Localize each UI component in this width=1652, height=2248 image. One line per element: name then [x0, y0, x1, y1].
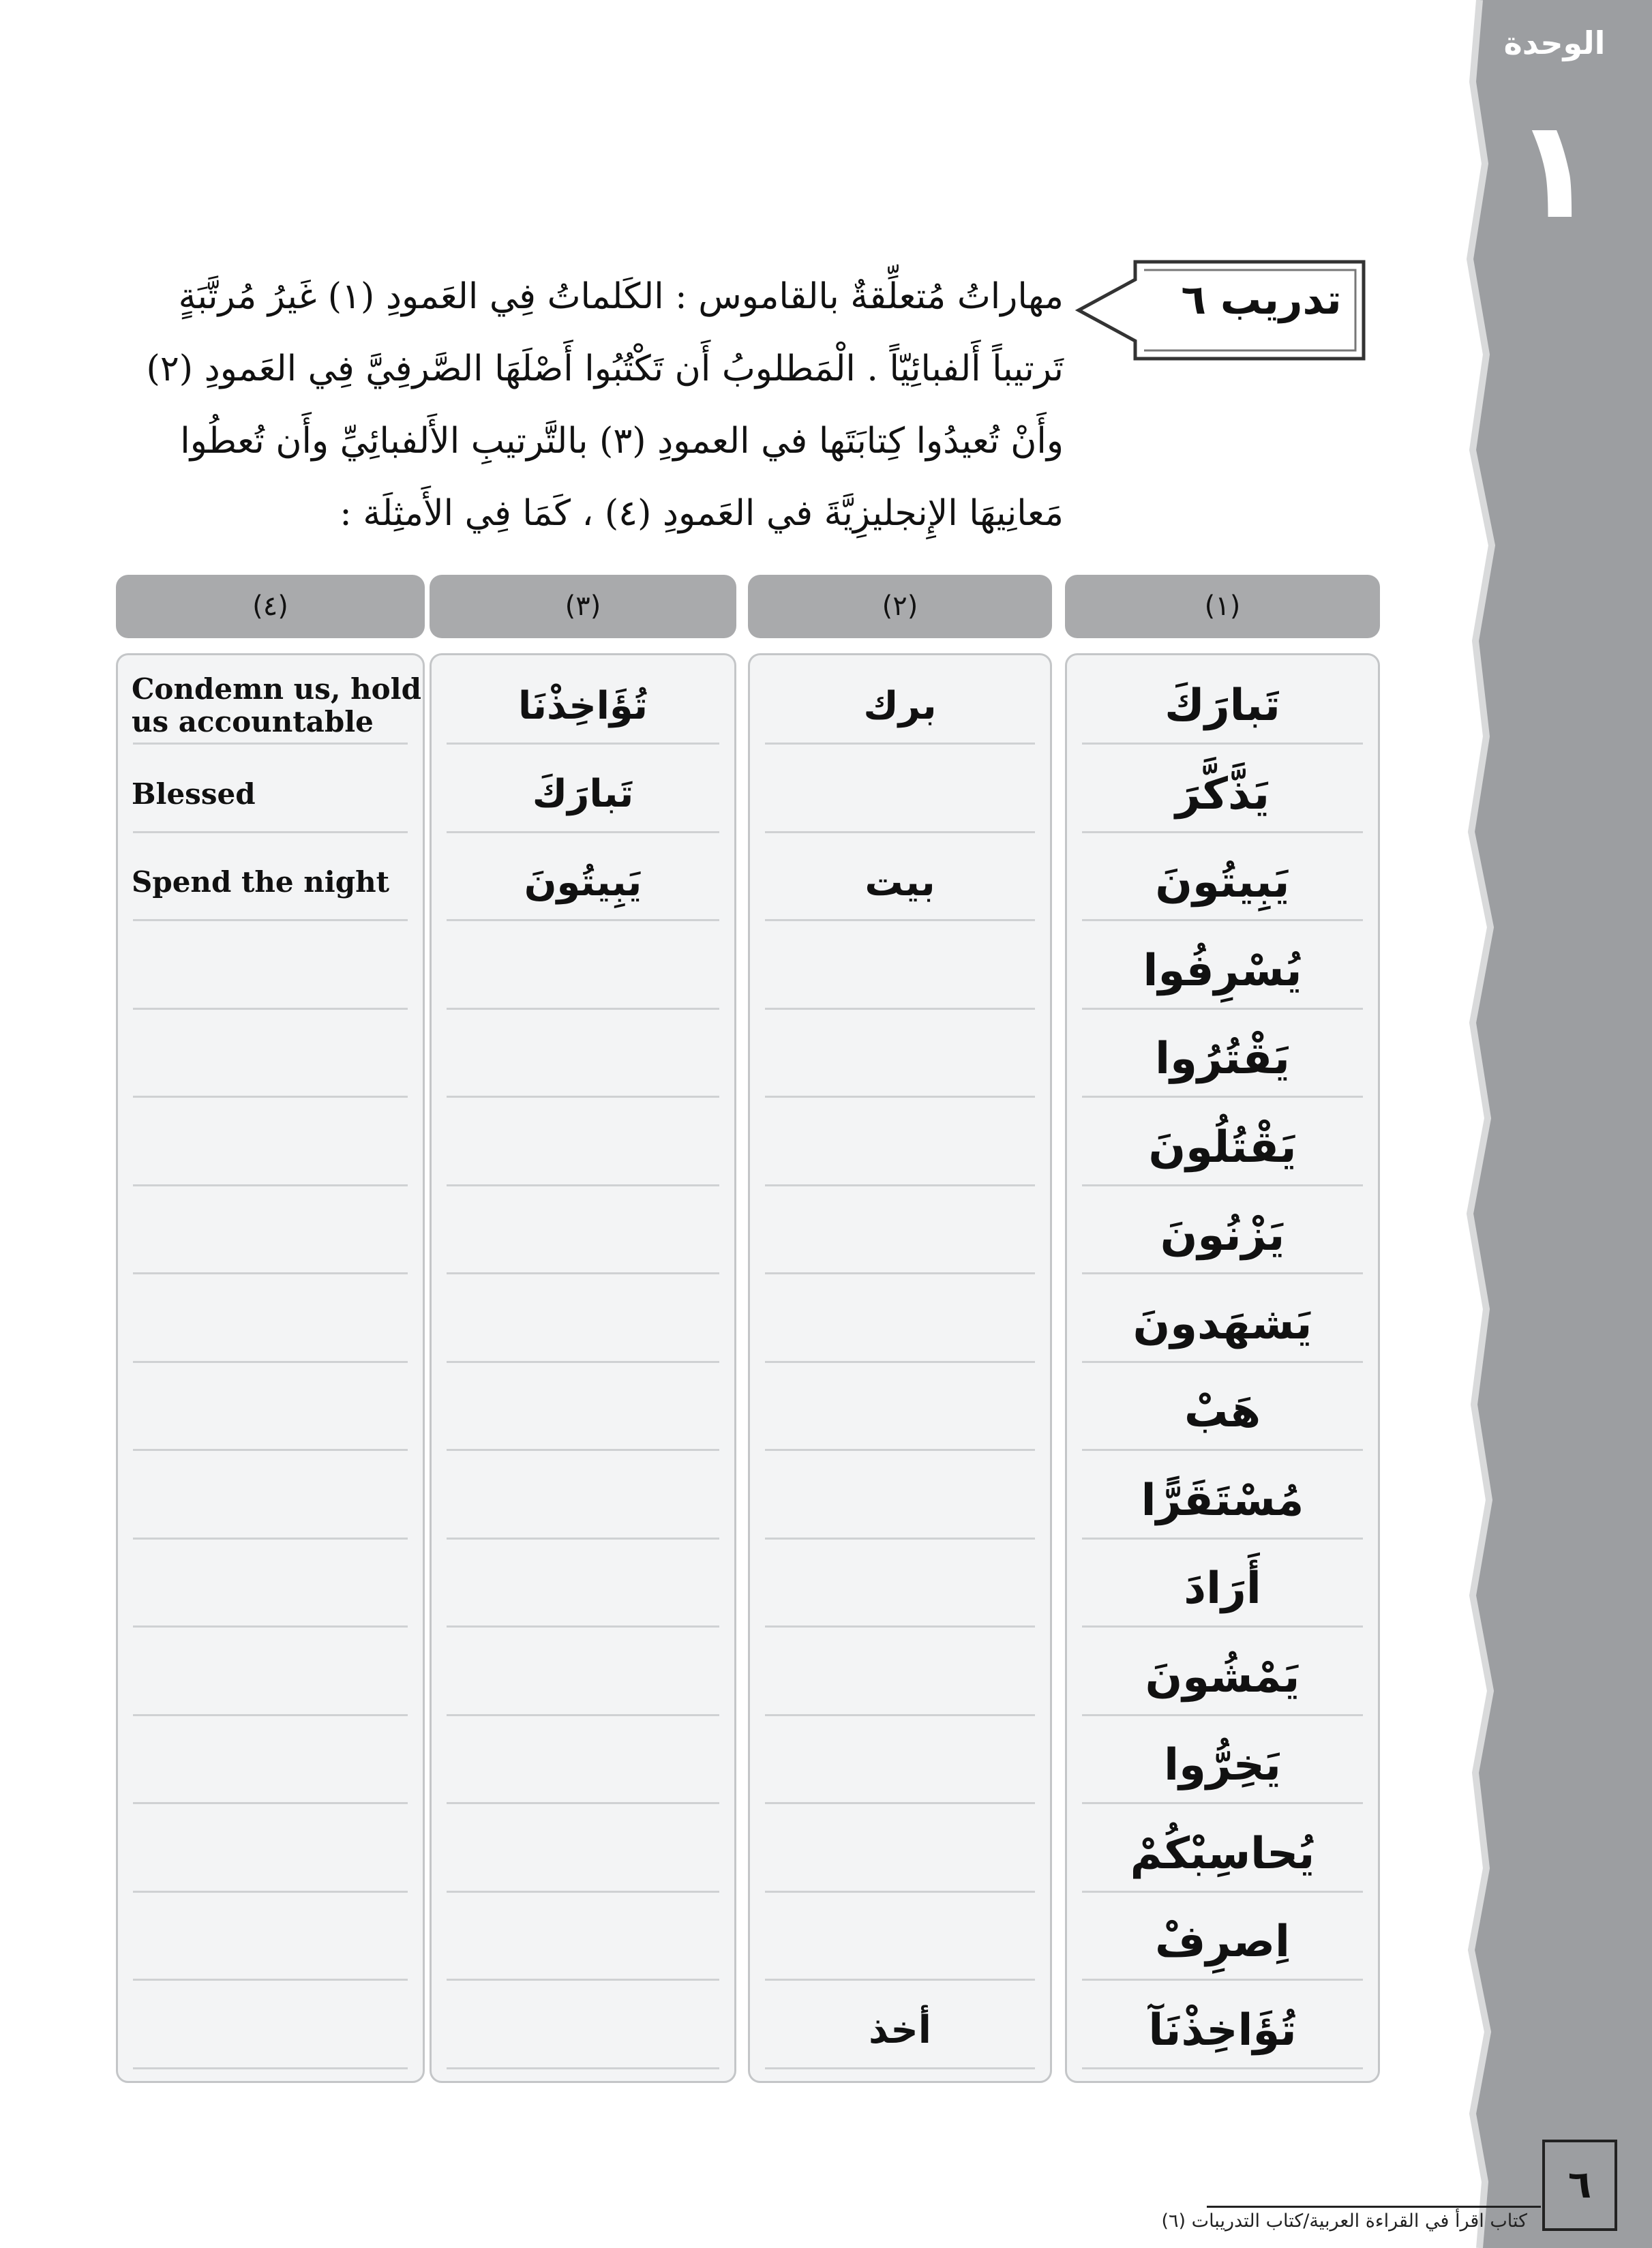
writing-line — [765, 1361, 1035, 1363]
writing-line — [133, 2067, 408, 2069]
writing-line — [133, 831, 408, 833]
writing-line — [765, 919, 1035, 921]
exercise-title: تدريب ٦ — [1181, 276, 1342, 324]
col3-cell: تُؤَاخِذْنَا — [517, 683, 648, 728]
col3-cell — [432, 1290, 734, 1358]
writing-line — [765, 743, 1035, 745]
unit-side-band — [1452, 0, 1652, 2248]
col1-cell: مُسْتَقَرًّا — [1141, 1475, 1304, 1526]
writing-line — [133, 1008, 408, 1010]
col2-cell: بيت — [865, 860, 935, 905]
col2-cell — [750, 1555, 1050, 1623]
writing-line — [447, 1449, 719, 1451]
writing-line — [765, 831, 1035, 833]
writing-line — [133, 1449, 408, 1451]
col1-cell: يَزْنُونَ — [1160, 1210, 1285, 1261]
col3-cell — [432, 1378, 734, 1446]
writing-line — [1082, 2067, 1363, 2069]
writing-line — [765, 1272, 1035, 1274]
col3-cell — [432, 1996, 734, 2065]
writing-line — [447, 1625, 719, 1628]
writing-line — [765, 1714, 1035, 1716]
writing-line — [765, 1096, 1035, 1098]
writing-line — [447, 1891, 719, 1893]
column-header-2: (٢) — [748, 575, 1052, 638]
column-header-3: (٣) — [430, 575, 736, 638]
col4-cell — [118, 1643, 423, 1711]
writing-line — [447, 2067, 719, 2069]
writing-line — [447, 743, 719, 745]
column-header-4: (٤) — [116, 575, 425, 638]
col3-cell — [432, 1555, 734, 1623]
col3-cell: تَبارَكَ — [532, 772, 634, 816]
instructions — [116, 260, 1064, 550]
col2-cell — [750, 1820, 1050, 1888]
col1-cell: يَخِرُّوا — [1164, 1740, 1281, 1790]
col4-cell — [118, 937, 423, 1005]
col2-cell — [750, 1643, 1050, 1711]
writing-line — [447, 1272, 719, 1274]
col1-cell: أَرَادَ — [1184, 1563, 1261, 1614]
writing-line — [447, 1008, 719, 1010]
writing-line — [1082, 831, 1363, 833]
writing-line — [133, 1714, 408, 1716]
footer-rule — [1207, 2206, 1541, 2208]
writing-line — [765, 1449, 1035, 1451]
col4-cell — [118, 1201, 423, 1270]
col1-cell: يُسْرِفُوا — [1143, 945, 1302, 996]
writing-line — [765, 1184, 1035, 1186]
col4-cell — [118, 1820, 423, 1888]
writing-line — [447, 1361, 719, 1363]
writing-line — [133, 743, 408, 745]
writing-line — [133, 1184, 408, 1186]
writing-line — [447, 1538, 719, 1540]
unit-number: ١ — [1512, 91, 1597, 250]
col3-cell: يَبِيتُونَ — [524, 860, 642, 905]
col1-cell: تَبارَكَ — [1165, 680, 1280, 731]
writing-line — [133, 1361, 408, 1363]
writing-line — [133, 1802, 408, 1804]
writing-line — [1082, 919, 1363, 921]
writing-line — [133, 1625, 408, 1628]
column-3-sorted — [430, 653, 736, 2083]
col1-cell: هَبْ — [1184, 1387, 1261, 1437]
col3-cell — [432, 1908, 734, 1976]
col1-cell: يَذَّكَّرَ — [1175, 768, 1270, 820]
instructions-line: تَرتيباً أَلفبائِيّاً . الْمَطلوبُ أَن تَكْتُبُوا أَصْلَهَا الصَّرفِيَّ فِي العَمودِ (٢) — [146, 348, 1064, 389]
col2-cell: برك — [863, 683, 937, 728]
col1-cell: يَشهَدونَ — [1132, 1298, 1312, 1349]
writing-line — [133, 919, 408, 921]
writing-line — [447, 1979, 719, 1981]
col2-cell — [750, 1201, 1050, 1270]
col1-cell: اِصرِفْ — [1155, 1917, 1290, 1967]
writing-line — [1082, 1184, 1363, 1186]
col4-cell — [118, 1113, 423, 1182]
writing-line — [133, 1891, 408, 1893]
col4-cell — [118, 1378, 423, 1446]
col4-cell: Spend the night — [132, 865, 390, 899]
col4-cell: Condemn us, hold us accountable — [132, 672, 421, 738]
writing-line — [1082, 743, 1363, 745]
writing-line — [133, 1538, 408, 1540]
writing-line — [765, 1979, 1035, 1981]
writing-line — [1082, 1449, 1363, 1451]
column-2-roots — [748, 653, 1052, 2083]
col2-cell — [750, 760, 1050, 828]
col1-cell: يَقْتُرُوا — [1155, 1034, 1290, 1084]
writing-line — [447, 1184, 719, 1186]
col4-cell: Blessed — [132, 777, 256, 811]
col4-cell — [118, 1996, 423, 2065]
col3-cell — [432, 1820, 734, 1888]
writing-line — [1082, 1538, 1363, 1540]
writing-line — [765, 1802, 1035, 1804]
writing-line — [1082, 1802, 1363, 1804]
writing-line — [765, 1891, 1035, 1893]
column-4-meanings — [116, 653, 425, 2083]
unit-label: الوحدة — [1503, 25, 1606, 61]
col1-cell: يَبِيتُونَ — [1155, 857, 1290, 908]
writing-line — [447, 1096, 719, 1098]
col1-cell: يَمْشُونَ — [1145, 1651, 1300, 1703]
writing-line — [447, 1714, 719, 1716]
col2-cell — [750, 1113, 1050, 1182]
writing-line — [1082, 1361, 1363, 1363]
col1-cell: يَقْتُلُونَ — [1148, 1122, 1297, 1173]
col4-cell — [118, 1467, 423, 1535]
writing-line — [447, 1802, 719, 1804]
page-number: ٦ — [1542, 2140, 1617, 2231]
col2-cell — [750, 1731, 1050, 1799]
writing-line — [1082, 1979, 1363, 1981]
writing-line — [447, 831, 719, 833]
writing-line — [1082, 1891, 1363, 1893]
writing-line — [1082, 1625, 1363, 1628]
col3-cell — [432, 1201, 734, 1270]
col3-cell — [432, 1113, 734, 1182]
col1-cell: تُؤَاخِذْنَآ — [1148, 2005, 1297, 2056]
col1-cell: يُحاسِبْكُمْ — [1130, 1828, 1315, 1879]
writing-line — [765, 1625, 1035, 1628]
col4-cell — [118, 1290, 423, 1358]
col2-cell — [750, 937, 1050, 1005]
writing-line — [765, 1008, 1035, 1010]
writing-line — [1082, 1272, 1363, 1274]
instructions-line: مهاراتُ مُتعلِّقةٌ بالقاموس : الكَلماتُ فِي العَمودِ (١) غَيرُ مُرتَّبَةٍ — [178, 276, 1064, 317]
writing-line — [765, 1538, 1035, 1540]
col2-cell — [750, 1908, 1050, 1976]
instructions-line: وأَنْ تُعيدُوا كِتابَتَها في العمودِ (٣) بالتَّرتيبِ الأَلفبائِيِّ وأَن تُعطُوا — [180, 421, 1064, 462]
writing-line — [133, 1096, 408, 1098]
writing-line — [133, 1272, 408, 1274]
instructions-line: مَعانِيهَا الإِنجليزِيَّةَ في العَمودِ (٤) ، كَمَا فِي الأَمثِلَة : — [340, 493, 1064, 534]
col2-cell — [750, 1025, 1050, 1093]
writing-line — [765, 2067, 1035, 2069]
col3-cell — [432, 1467, 734, 1535]
writing-line — [1082, 1714, 1363, 1716]
writing-line — [1082, 1008, 1363, 1010]
column-header-1: (١) — [1065, 575, 1380, 638]
col4-cell — [118, 1555, 423, 1623]
col4-cell — [118, 1025, 423, 1093]
writing-line — [133, 1979, 408, 1981]
writing-line — [1082, 1096, 1363, 1098]
col4-cell — [118, 1731, 423, 1799]
col2-cell — [750, 1378, 1050, 1446]
column-1-words — [1065, 653, 1380, 2083]
col2-cell: أخذ — [869, 2008, 931, 2052]
col2-cell — [750, 1467, 1050, 1535]
col3-cell — [432, 1731, 734, 1799]
col4-cell — [118, 1908, 423, 1976]
writing-line — [447, 919, 719, 921]
col2-cell — [750, 1290, 1050, 1358]
col3-cell — [432, 1643, 734, 1711]
col3-cell — [432, 937, 734, 1005]
col3-cell — [432, 1025, 734, 1093]
book-title: كتاب اقرأ في القراءة العربية/كتاب التدريبات (٦) — [1161, 2210, 1527, 2232]
